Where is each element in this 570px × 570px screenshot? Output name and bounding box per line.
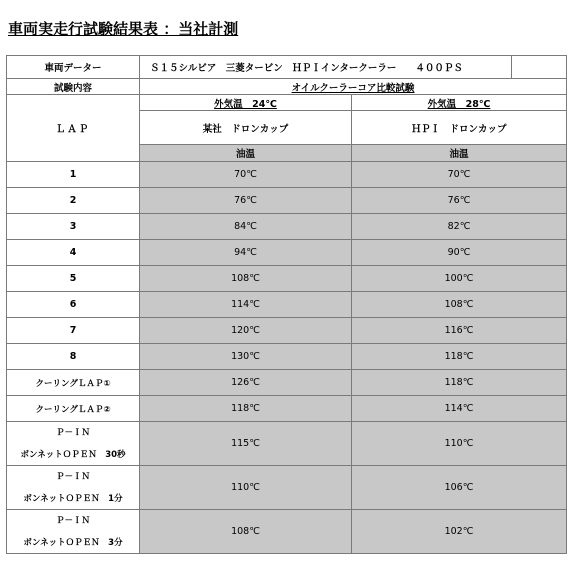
- lap-cell: 5: [7, 266, 140, 292]
- oil-temp-b-cell: 116℃: [352, 318, 567, 344]
- lap-cell: 8: [7, 344, 140, 370]
- pin-label: Ｐ－ＩＮ: [55, 427, 90, 438]
- table-row: [7, 266, 567, 292]
- pin-lap-cell: [7, 422, 140, 466]
- table-row: [7, 422, 567, 466]
- oil-temp-a-cell: 108℃: [140, 266, 352, 292]
- ambient-temp-b: 外気温 28℃: [352, 95, 567, 111]
- lap-cell: 6: [7, 292, 140, 318]
- oil-temp-b-cell: 118℃: [352, 344, 567, 370]
- lap-cell: 3: [7, 214, 140, 240]
- oil-temp-a-cell: 94℃: [140, 240, 352, 266]
- oil-temp-b-cell: 82℃: [352, 214, 567, 240]
- oil-temp-a-cell: 126℃: [140, 370, 352, 396]
- lap-cell: 1: [7, 162, 140, 188]
- lap-cell: 2: [7, 188, 140, 214]
- table-row: [7, 162, 567, 188]
- hood-open-label: ボンネットＯＰＥＮ 3分: [23, 537, 123, 548]
- table-row: [7, 214, 567, 240]
- oil-temp-a-cell: 70℃: [140, 162, 352, 188]
- product-b: ＨＰＩ ドロンカップ: [352, 111, 567, 145]
- pin-label: Ｐ－ＩＮ: [55, 471, 90, 482]
- oil-temp-a-cell: 120℃: [140, 318, 352, 344]
- oil-temp-b-cell: 114℃: [352, 396, 567, 422]
- table-row: [7, 510, 567, 554]
- ambient-temp-row: [7, 95, 567, 111]
- results-table: [6, 55, 567, 554]
- oil-temp-a: 油温: [140, 145, 352, 162]
- oil-temp-b-cell: 118℃: [352, 370, 567, 396]
- oil-temp-a-cell: 114℃: [140, 292, 352, 318]
- lap-cell: 7: [7, 318, 140, 344]
- oil-temp-a-cell: 84℃: [140, 214, 352, 240]
- vehicle-row: [7, 56, 567, 79]
- oil-temp-b-cell: 70℃: [352, 162, 567, 188]
- oil-temp-b-cell: 106℃: [352, 466, 567, 510]
- oil-temp-b: 油温: [352, 145, 567, 162]
- vehicle-value: Ｓ１５シルビア 三菱タービン ＨＰＩインタークーラー ４００ＰＳ: [140, 56, 512, 79]
- test-label: 試験内容: [7, 79, 140, 95]
- lap-header: ＬＡＰ: [7, 95, 140, 162]
- oil-temp-a-cell: 76℃: [140, 188, 352, 214]
- test-row: [7, 79, 567, 95]
- oil-temp-a-cell: 108℃: [140, 510, 352, 554]
- vehicle-empty-cell: [512, 56, 567, 79]
- oil-temp-a-cell: 115℃: [140, 422, 352, 466]
- lap-cell: 4: [7, 240, 140, 266]
- ambient-temp-a: 外気温 24℃: [140, 95, 352, 111]
- oil-temp-b-cell: 90℃: [352, 240, 567, 266]
- lap-cell: クーリングＬＡＰ②: [7, 396, 140, 422]
- table-row: [7, 344, 567, 370]
- hood-open-label: ボンネットＯＰＥＮ 1分: [23, 493, 123, 504]
- lap-cell: クーリングＬＡＰ①: [7, 370, 140, 396]
- table-row: [7, 188, 567, 214]
- oil-temp-b-cell: 108℃: [352, 292, 567, 318]
- table-row: [7, 396, 567, 422]
- test-value: オイルクーラーコア比較試験: [140, 79, 567, 95]
- oil-temp-b-cell: 110℃: [352, 422, 567, 466]
- oil-temp-b-cell: 100℃: [352, 266, 567, 292]
- vehicle-label: 車両データー: [7, 56, 140, 79]
- oil-temp-a-cell: 130℃: [140, 344, 352, 370]
- table-row: [7, 466, 567, 510]
- oil-temp-a-cell: 110℃: [140, 466, 352, 510]
- oil-temp-a-cell: 118℃: [140, 396, 352, 422]
- product-a: 某社 ドロンカップ: [140, 111, 352, 145]
- table-row: [7, 240, 567, 266]
- pin-label: Ｐ－ＩＮ: [55, 515, 90, 526]
- table-row: [7, 292, 567, 318]
- table-row: [7, 370, 567, 396]
- oil-temp-b-cell: 102℃: [352, 510, 567, 554]
- hood-open-label: ボンネットＯＰＥＮ 30秒: [20, 449, 126, 460]
- oil-temp-b-cell: 76℃: [352, 188, 567, 214]
- pin-lap-cell: [7, 510, 140, 554]
- page-title: 車両実走行試験結果表 ：当社計測: [8, 20, 239, 38]
- table-row: [7, 318, 567, 344]
- pin-lap-cell: [7, 466, 140, 510]
